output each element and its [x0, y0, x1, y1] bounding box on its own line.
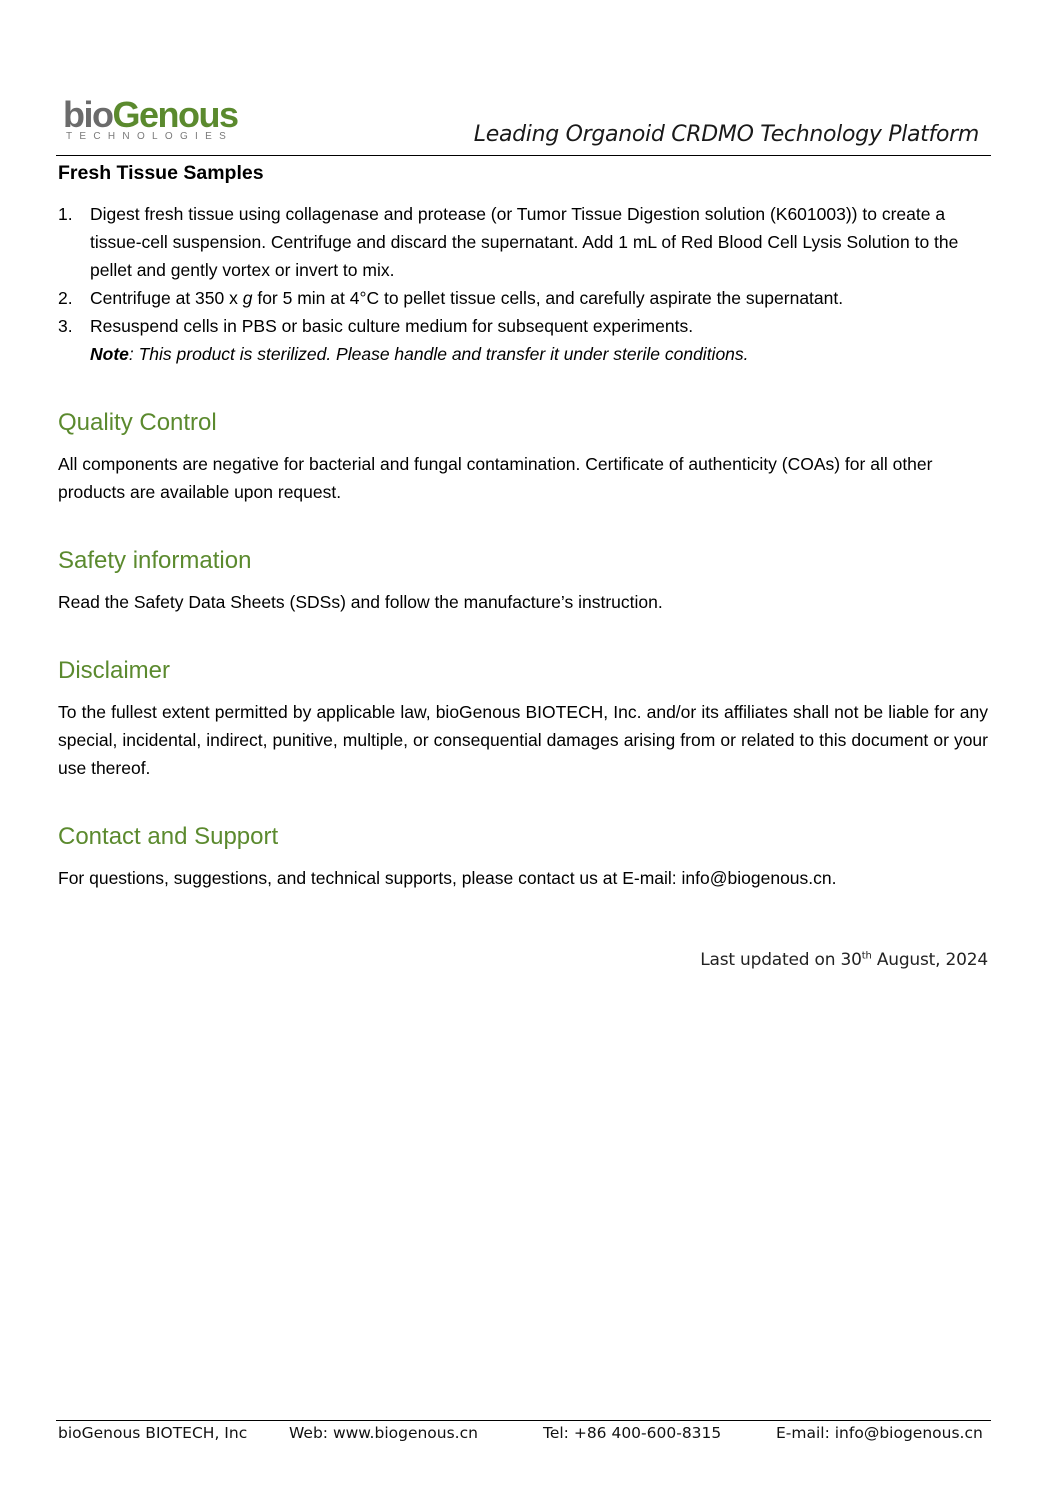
footer-tel: Tel: +86 400-600-8315	[543, 1424, 722, 1442]
safety-heading: Safety information	[58, 547, 252, 574]
procedure-steps	[58, 200, 988, 340]
step-text-italic: g	[242, 288, 253, 308]
updated-prefix: Last updated on 30	[700, 950, 862, 970]
step-number: 1.	[58, 204, 73, 224]
note-text: : This product is sterilized. Please handle and transfer it under sterile conditions.	[128, 344, 749, 364]
step-text-before: Centrifuge at 350 x	[90, 288, 243, 308]
contact-text: For questions, suggestions, and technical supports, please contact us at E-mail: info@biogenous.cn.	[58, 868, 837, 888]
footer-email: E-mail: info@biogenous.cn	[776, 1424, 983, 1442]
step-text: Digest fresh tissue using collagenase and protease (or Tumor Tissue Digestion solution (K601003)) to create a tissue-cell suspension. Centrifuge and discard the supernatant. Add 1 mL of Red Blood Cell Lysis Solution to the pellet and gently vortex or invert to mix.	[90, 204, 959, 280]
step-text: Resuspend cells in PBS or basic culture medium for subsequent experiments.	[90, 316, 694, 336]
fresh-tissue-heading: Fresh Tissue Samples	[58, 162, 264, 184]
last-updated	[700, 950, 988, 970]
disclaimer-section	[58, 656, 988, 782]
step-number: 3.	[58, 316, 73, 336]
step-number: 2.	[58, 288, 73, 308]
quality-control-heading: Quality Control	[58, 409, 217, 436]
list-item	[58, 284, 988, 312]
safety-text: Read the Safety Data Sheets (SDSs) and follow the manufacture’s instruction.	[58, 592, 663, 612]
header-divider	[56, 155, 991, 156]
disclaimer-heading: Disclaimer	[58, 657, 171, 684]
updated-suffix: August, 2024	[871, 950, 988, 970]
quality-control-text: All components are negative for bacterial and fungal contamination. Certificate of authenticity (COAs) for all other products are available upon request.	[58, 454, 933, 502]
logo-wordmark	[63, 94, 253, 135]
biogenous-logo	[63, 94, 253, 143]
header-tagline: Leading Organoid CRDMO Technology Platform	[473, 122, 979, 147]
footer-company: bioGenous BIOTECH, Inc	[58, 1424, 248, 1442]
contact-section	[58, 822, 988, 892]
fresh-tissue-section	[58, 160, 988, 368]
note-label: Note	[90, 344, 129, 364]
sterile-note	[58, 340, 988, 368]
safety-section	[58, 546, 988, 616]
list-item	[58, 312, 988, 340]
disclaimer-text: To the fullest extent permitted by applicable law, bioGenous BIOTECH, Inc. and/or its affiliates shall not be liable for any special, incidental, indirect, punitive, multiple, or consequential damages arising from or related to this document or your use thereof.	[58, 702, 988, 778]
logo-bio-text: bio	[63, 94, 113, 135]
footer-divider	[56, 1420, 991, 1421]
logo-genous-text: Genous	[112, 94, 238, 135]
logo-subtitle: TECHNOLOGIES	[66, 131, 234, 142]
footer	[58, 1424, 988, 1446]
footer-web: Web: www.biogenous.cn	[289, 1424, 478, 1442]
step-text-after: for 5 min at 4°C to pellet tissue cells, and carefully aspirate the supernatant.	[252, 288, 844, 308]
document-body	[58, 160, 988, 892]
contact-heading: Contact and Support	[58, 823, 279, 850]
quality-control-section	[58, 408, 988, 506]
list-item	[58, 200, 988, 284]
updated-ordinal: th	[861, 950, 872, 962]
